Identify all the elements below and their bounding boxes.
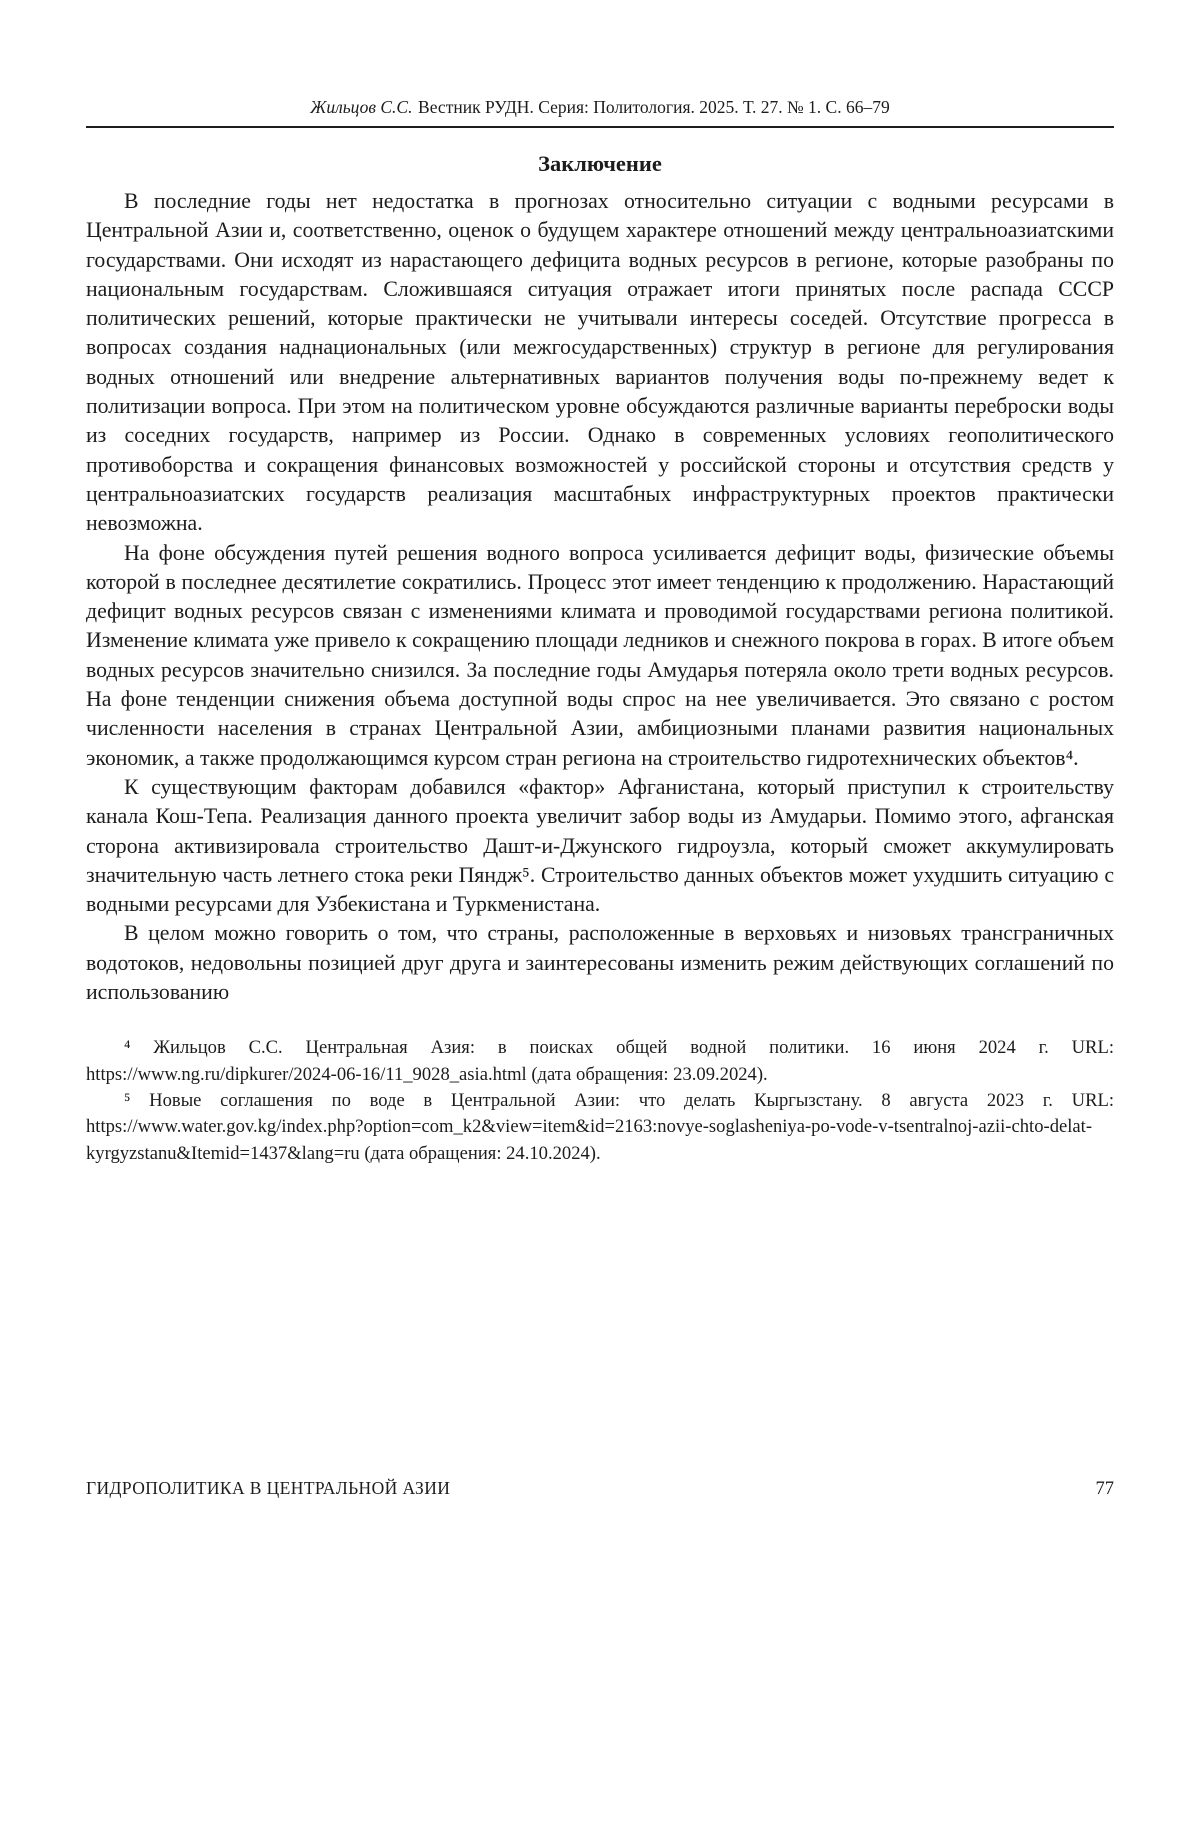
page-number: 77 [1095,1479,1114,1499]
page-footer [86,1478,1114,1500]
footnotes [86,1035,1114,1166]
section-title: Заключение [538,151,662,176]
running-title: ГИДРОПОЛИТИКА В ЦЕНТРАЛЬНОЙ АЗИИ [86,1478,451,1498]
paragraph-2: На фоне обсуждения путей решения водного вопроса усиливается дефицит воды, физические объемы которой в последнее десятилетие сократились. Процесс этот имеет тенденцию к продолжению. Нарастающий дефицит водных ресурсов связан с изменениями климата и проводимой государствами региона политикой. Изменение климата уже привело к сокращению площади ледников и снежного покрова в горах. В итоге объем водных ресурсов значительно снизился. За последние годы Амударья потеряла около трети водных ресурсов. На фоне тенденции снижения объема доступной воды спрос на нее увеличивается. Это связано с ростом численности населения в странах Центральной Азии, амбициозными планами развития национальных экономик, а также продолжающимся курсом стран региона на строительство гидротехнических объектов⁴. [86,540,1114,770]
article-body [86,187,1114,1007]
header-rule [86,126,1114,128]
footnote-5: ⁵ Новые соглашения по воде в Центральной Азии: что делать Кыргызстану. 8 августа 2023 г. URL: https://www.water.gov.kg/index.php?option=com_k2&view=item&id=2163:novye-soglasheniya-po-vode-v-tsentralnoj-azii-chto-delat-kyrgyzstanu&Itemid=1437&lang=ru (дата обращения: 24.10.2024). [86,1089,1114,1164]
header-citation: Вестник РУДН. Серия: Политология. 2025. Т. 27. № 1. С. 66–79 [418,97,890,117]
paragraph-1: В последние годы нет недостатка в прогнозах относительно ситуации с водными ресурсами в Центральной Азии и, соответственно, оценок о будущем характере отношений между центральноазиатскими государствами. Они исходят из нарастающего дефицита водных ресурсов в регионе, которые разобраны по национальным государствам. Сложившаяся ситуация отражает итоги принятых после распада СССР политических решений, которые практически не учитывали интересы соседей. Отсутствие прогресса в вопросах создания наднациональных (или межгосударственных) структур в регионе для регулирования водных отношений или внедрение альтернативных вариантов получения воды по-прежнему ведет к политизации вопроса. При этом на политическом уровне обсуждаются различные варианты переброски воды из соседних государств, например из России. Однако в современных условиях геополитического противоборства и сокращения финансовых возможностей у российской стороны и отсутствия средств у центральноазиатских государств реализация масштабных инфраструктурных проектов практически невозможна. [86,189,1114,536]
running-header [86,96,1114,118]
header-author: Жильцов С.С. [310,97,413,117]
paragraph-4: В целом можно говорить о том, что страны, расположенные в верховьях и низовьях трансграничных водотоков, недовольны позицией друг друга и заинтересованы изменить режим действующих соглашений по использованию [86,921,1114,1005]
paragraph-3: К существующим факторам добавился «фактор» Афганистана, который приступил к строительству канала Кош-Тепа. Реализация данного проекта увеличит забор воды из Амударьи. Помимо этого, афганская сторона активизировала строительство Дашт-и-Джунского гидроузла, который сможет аккумулировать значительную часть летнего стока реки Пяндж⁵. Строительство данных объектов может ухудшить ситуацию с водными ресурсами для Узбекистана и Туркменистана. [86,774,1114,917]
footnote-4: ⁴ Жильцов С.С. Центральная Азия: в поисках общей водной политики. 16 июня 2024 г. URL: https://www.ng.ru/dipkurer/2024-06-16/11_9028_asia.html (дата обращения: 23.09.2024). [86,1037,1114,1085]
